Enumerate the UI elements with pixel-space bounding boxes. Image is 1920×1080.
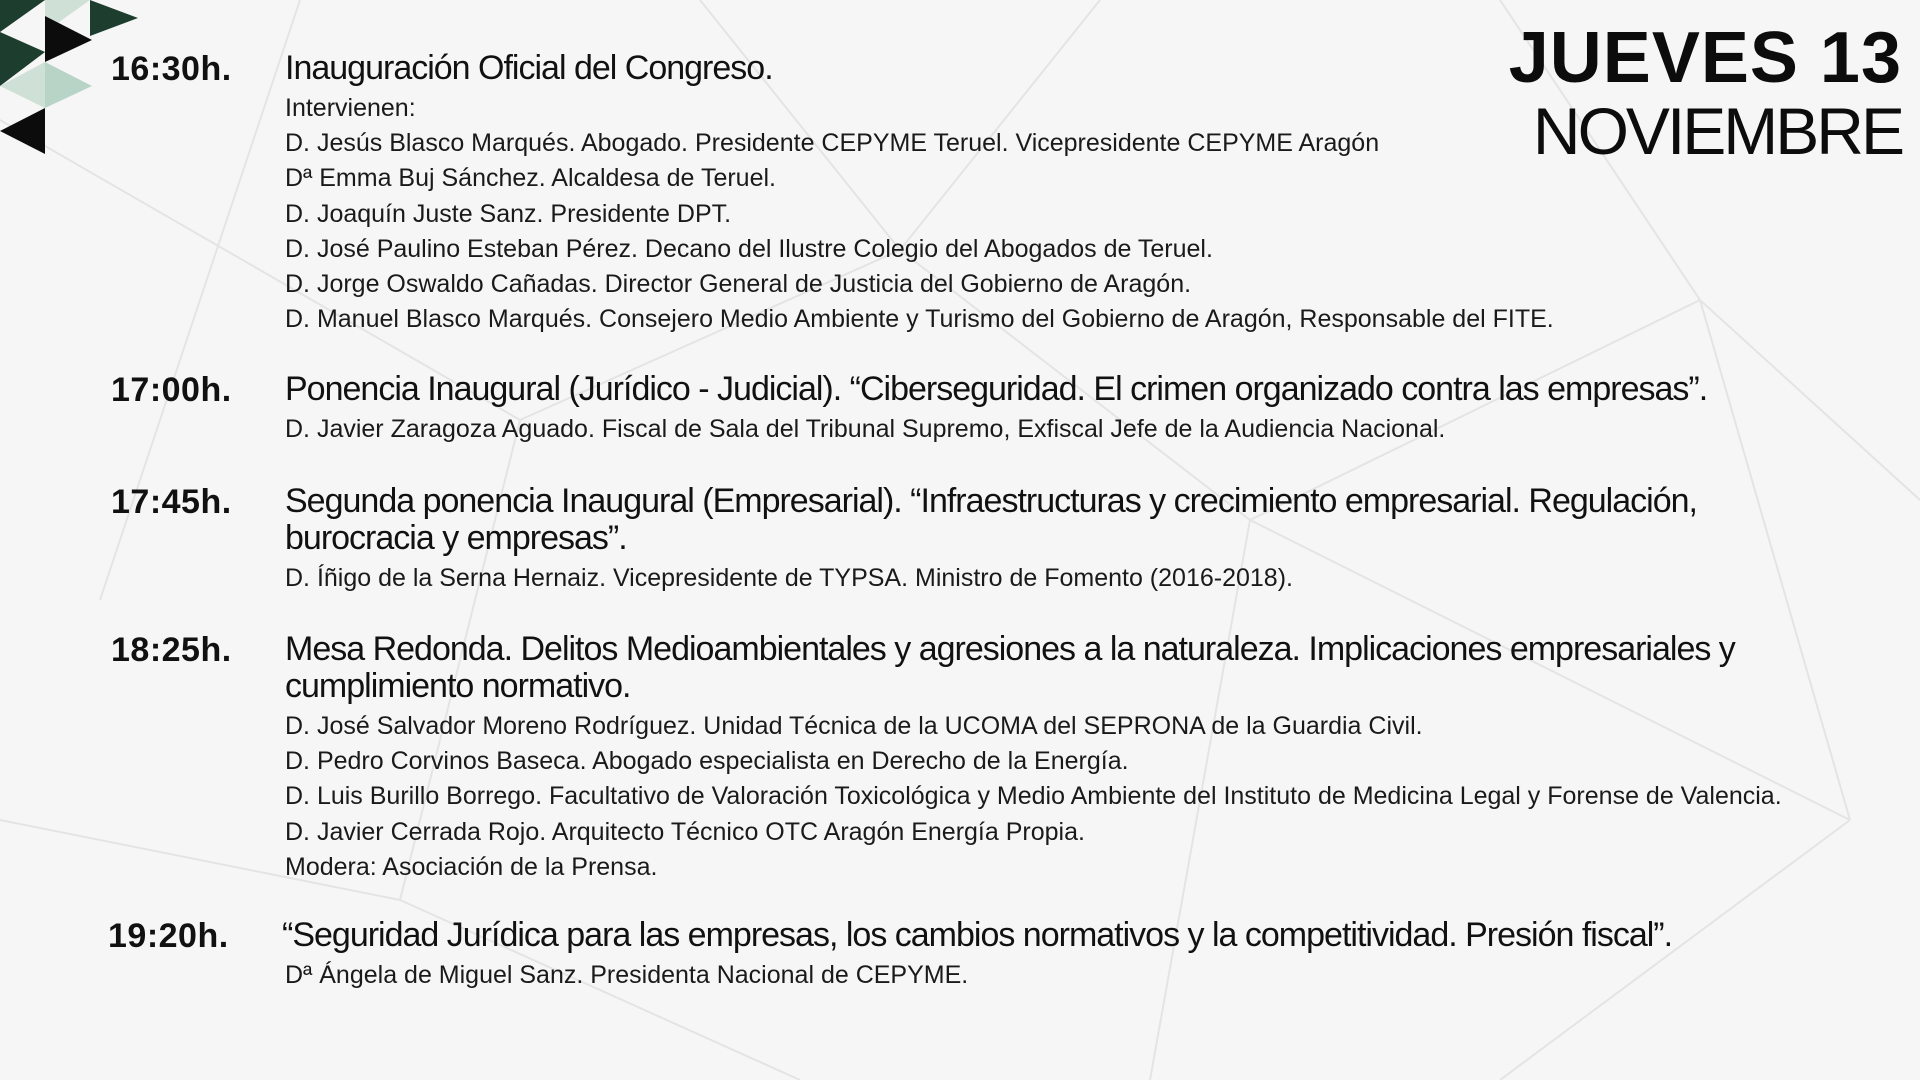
session-title: Ponencia Inaugural (Jurídico - Judicial). “Ciberseguridad. El crimen organizado contra las empresas”.: [285, 370, 1708, 408]
speaker-line: D. Jorge Oswaldo Cañadas. Director General de Justicia del Gobierno de Aragón.: [285, 270, 1192, 299]
session-time: 17:00h.: [111, 371, 232, 409]
session-title: Segunda ponencia Inaugural (Empresarial). “Infraestructuras y crecimiento empresarial. Regulación, burocracia y empresas”.: [285, 482, 1697, 557]
date-month: NOVIEMBRE: [1532, 94, 1902, 168]
speaker-list: [285, 412, 1885, 447]
speaker-list: [285, 91, 1885, 337]
session-time: 19:20h.: [108, 917, 229, 955]
speaker-line: D. José Salvador Moreno Rodríguez. Unidad Técnica de la UCOMA del SEPRONA de la Guardia Civil.: [285, 712, 1423, 740]
session-title: “Seguridad Jurídica para las empresas, los cambios normativos y la competitividad. Presión fiscal”.: [282, 916, 1673, 954]
date-day: JUEVES 13: [1508, 18, 1902, 98]
speaker-line: D. Luis Burillo Borrego. Facultativo de Valoración Toxicológica y Medio Ambiente del Instituto de Medicina Legal y Forense de Valencia.: [285, 782, 1782, 811]
speaker-line: Dª Emma Buj Sánchez. Alcaldesa de Teruel.: [285, 164, 776, 193]
speaker-line: D. Manuel Blasco Marqués. Consejero Medio Ambiente y Turismo del Gobierno de Aragón, Responsable del FITE.: [285, 305, 1554, 334]
speaker-list: [285, 709, 1885, 885]
speaker-line: Intervienen:: [285, 94, 416, 122]
session-time: 17:45h.: [111, 483, 232, 521]
speaker-list: [285, 958, 1885, 993]
session-title: Mesa Redonda. Delitos Medioambientales y agresiones a la naturaleza. Implicaciones empresariales y cumplimiento normativo.: [285, 630, 1735, 705]
speaker-line: Dª Ángela de Miguel Sanz. Presidenta Nacional de CEPYME.: [285, 961, 969, 989]
speaker-line: D. Joaquín Juste Sanz. Presidente DPT.: [285, 199, 732, 228]
session-time: 18:25h.: [111, 631, 232, 669]
speaker-line: D. José Paulino Esteban Pérez. Decano del Ilustre Colegio del Abogados de Teruel.: [285, 234, 1213, 263]
session-time: 16:30h.: [111, 50, 232, 88]
speaker-line: D. Pedro Corvinos Baseca. Abogado especialista en Derecho de la Energía.: [285, 747, 1129, 776]
speaker-line: D. Íñigo de la Serna Hernaiz. Vicepresidente de TYPSA. Ministro de Fomento (2016-2018).: [285, 564, 1293, 592]
speaker-list: [285, 561, 1885, 596]
speaker-line: D. Javier Cerrada Rojo. Arquitecto Técnico OTC Aragón Energía Propia.: [285, 817, 1085, 846]
speaker-line: D. Jesús Blasco Marqués. Abogado. Presidente CEPYME Teruel. Vicepresidente CEPYME Aragón: [285, 129, 1380, 158]
speaker-line: D. Javier Zaragoza Aguado. Fiscal de Sala del Tribunal Supremo, Exfiscal Jefe de la Audiencia Nacional.: [285, 415, 1446, 443]
session-title: Inauguración Oficial del Congreso.: [285, 49, 773, 87]
speaker-line: Modera: Asociación de la Prensa.: [285, 852, 658, 881]
